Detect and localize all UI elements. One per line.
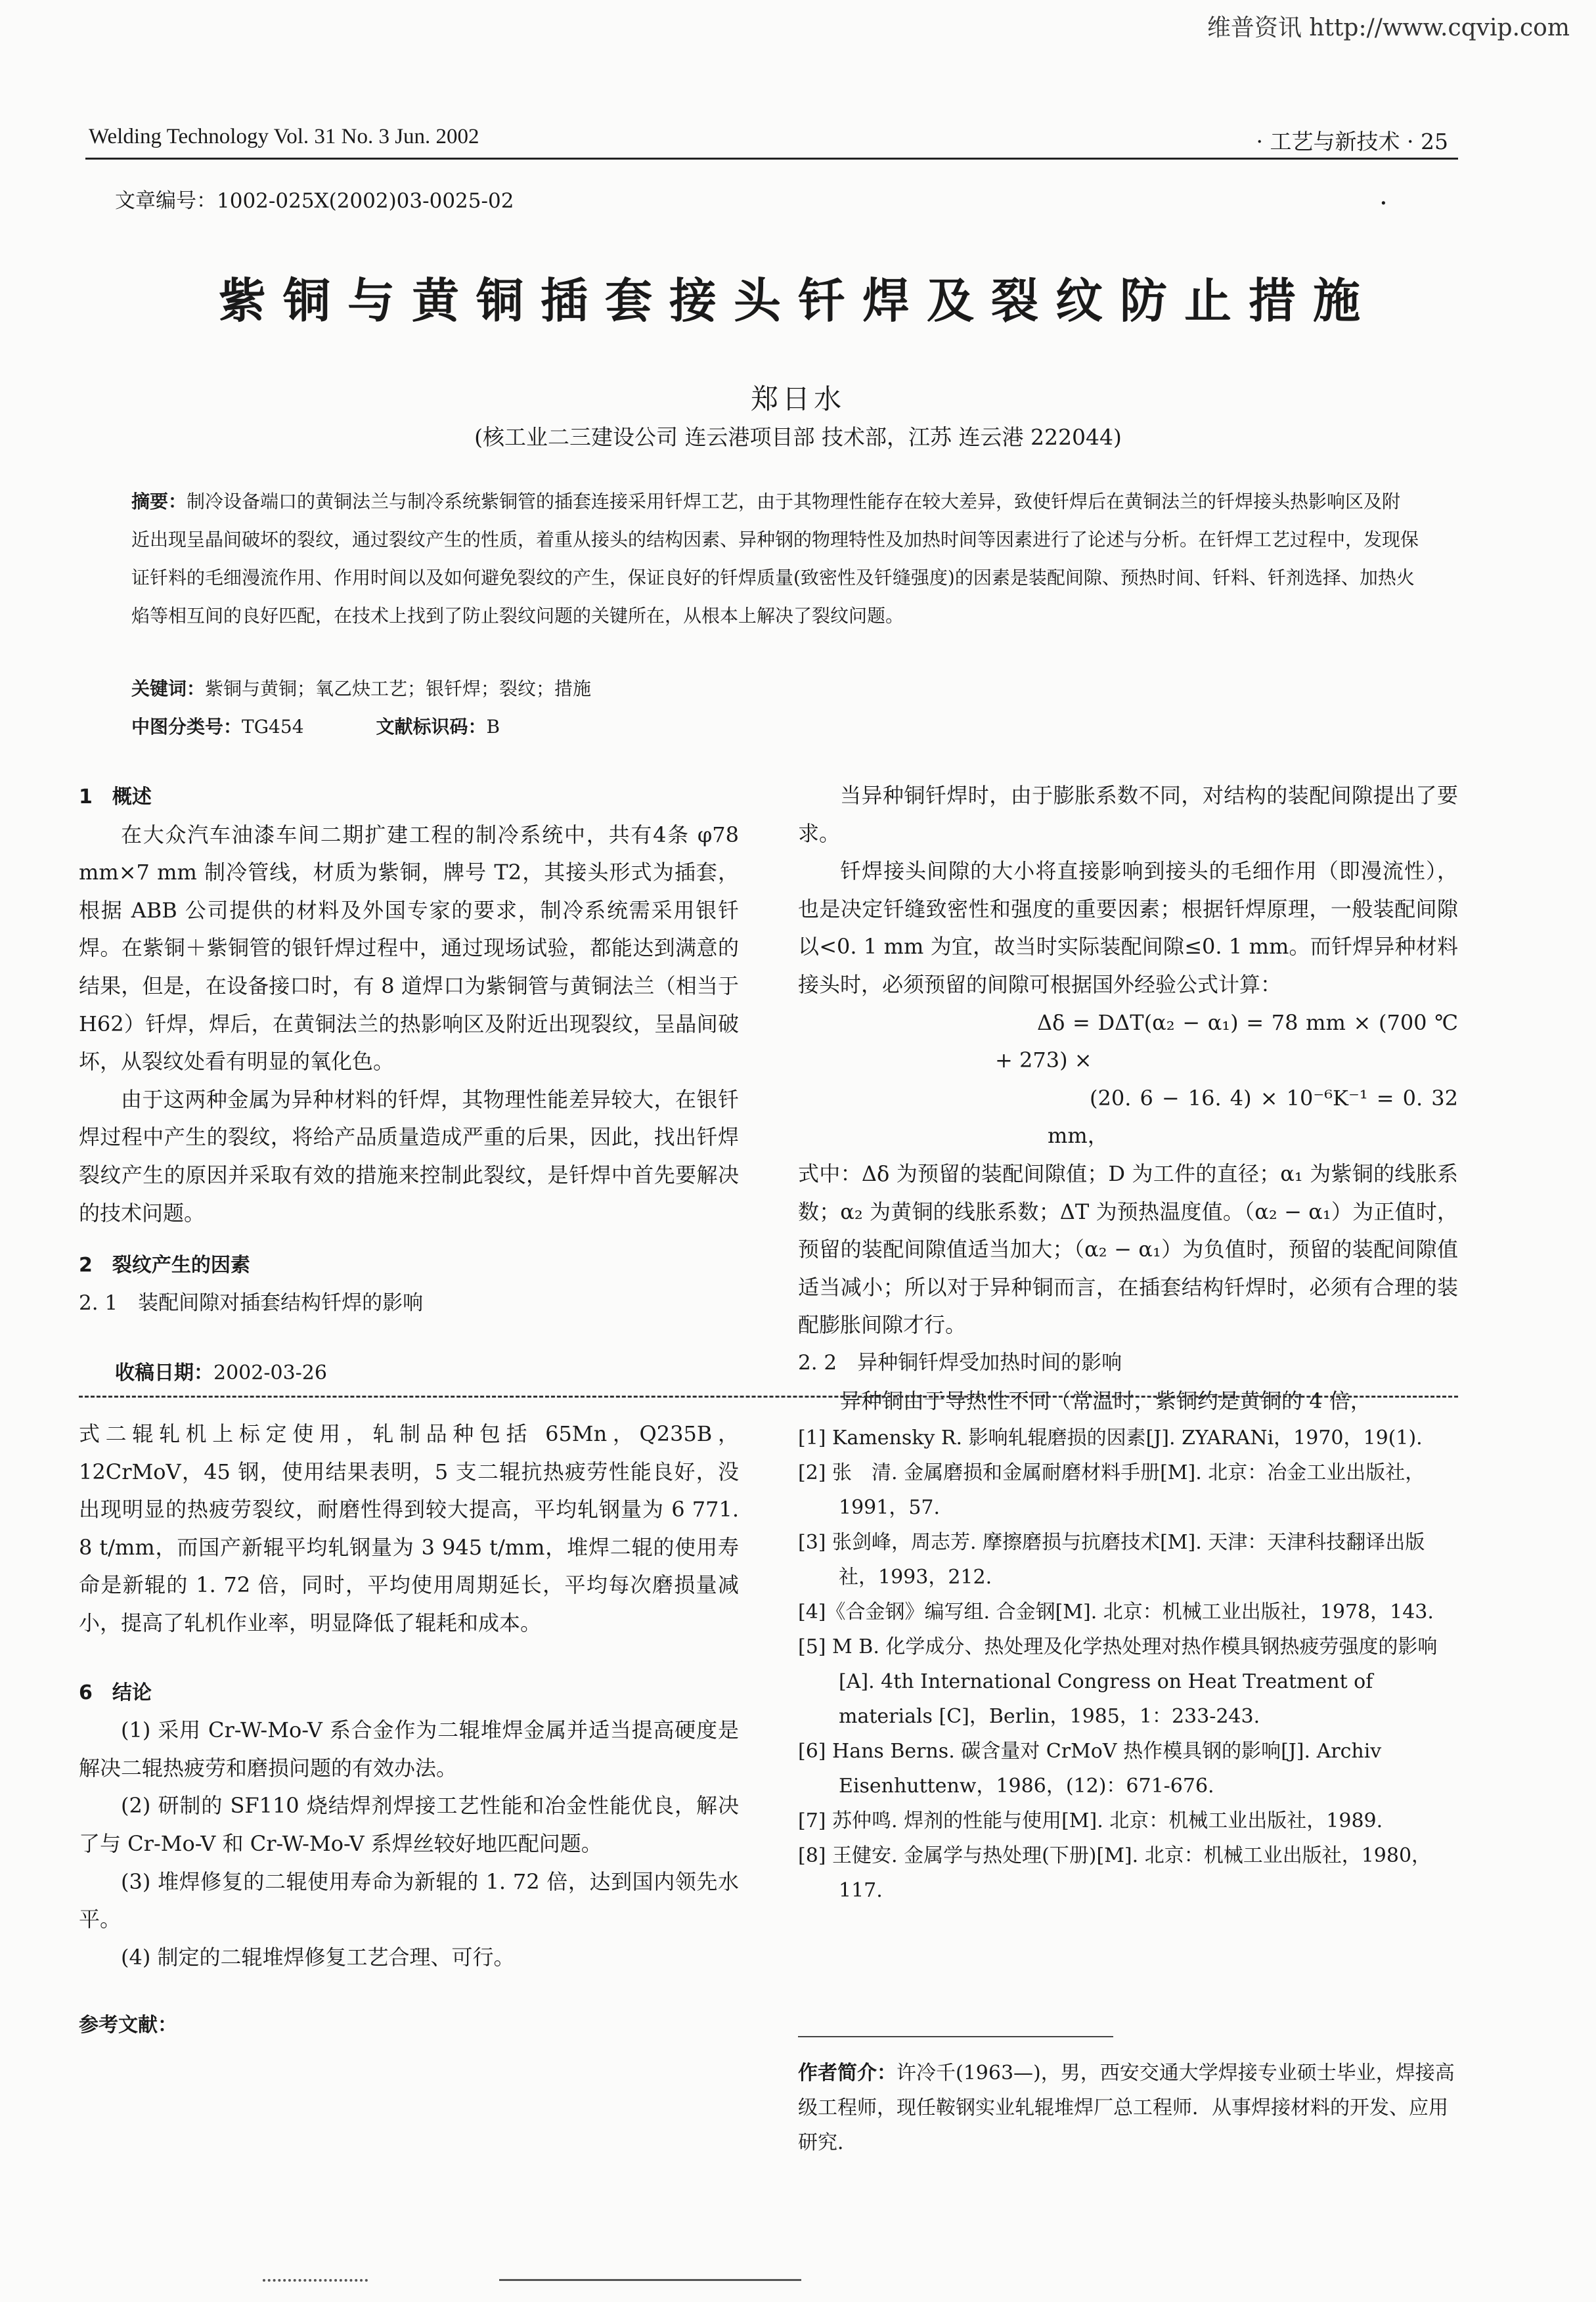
- references-heading: 参考文献：: [79, 2014, 177, 2037]
- journal-header: Welding Technology Vol. 31 No. 3 Jun. 2002: [89, 125, 479, 148]
- conclusion-1: (1) 采用 Cr-W-Mo-V 系合金作为二辊堆焊金属并适当提高硬度是解决二辊热疲劳和磨损问题的有效办法。: [79, 1717, 739, 1781]
- reference-item: [3] 张剑峰，周志芳. 摩擦磨损与抗磨技术[M]. 天津：天津科技翻译出版社，1993，212.: [798, 1531, 1425, 1589]
- footer-dots: [263, 2279, 368, 2282]
- right-para-2: 钎焊接头间隙的大小将直接影响到接头的毛细作用（即漫流性），也是决定钎缝致密性和强度的重要因素；根据钎焊原理，一般装配间隙以<0. 1 mm 为宜，故当时实际装配间隙≤0. 1 mm。而钎焊异种材料接头时，必须预留的间隙可根据国外经验公式计算：: [798, 858, 1458, 997]
- class-value: TG454: [242, 716, 304, 738]
- section-2-2-heading: 2. 2 异种铜钎焊受加热时间的影响: [798, 1350, 1122, 1375]
- conclusion-2: (2) 研制的 SF110 烧结焊剂焊接工艺性能和冶金性能优良，解决了与 Cr-Mo-V 和 Cr-W-Mo-V 系焊丝较好地匹配问题。: [79, 1793, 739, 1856]
- right-para-4: 异种铜由于导热性不同（常温时，紫铜约是黄铜的 4 倍，: [840, 1388, 1371, 1413]
- section-2-heading: 2 裂纹产生的因素: [79, 1254, 250, 1277]
- classification: [131, 713, 500, 739]
- right-column-upper: [798, 777, 1458, 1420]
- formula-line-1: Δδ = DΔT(α₂ − α₁) = 78 mm × (700 ℃ + 273) ×: [995, 1009, 1458, 1073]
- reference-item: [1] Kamensky R. 影响轧辊磨损的因素[J]. ZYARANi，1970，19(1).: [798, 1427, 1423, 1450]
- doc-code-label: 文献标识码：: [376, 716, 487, 738]
- abstract-text: 制冷设备端口的黄铜法兰与制冷系统紫铜管的插套连接采用钎焊工艺，由于其物理性能存在较大差异，致使钎焊后在黄铜法兰的钎焊接头热影响区及附近出现呈晶间破坏的裂纹，通过裂纹产生的性质，着重从接头的结构因素、异种钢的物理特性及加热时间等因素进行了论述与分析。在钎焊工艺过程中，发现保证钎料的毛细漫流作用、作用时间以及如何避免裂纹的产生，保证良好的钎焊质量(致密性及钎缝强度)的因素是装配间隙、预热时间、钎料、钎剂选择、加热火焰等相互间的良好匹配，在技术上找到了防止裂纹问题的关键所在，从根本上解决了裂纹问题。: [131, 491, 1419, 627]
- keywords-label: 关键词：: [131, 678, 206, 699]
- class-label: 中图分类号：: [131, 716, 242, 738]
- bio-rule: [798, 2036, 1113, 2037]
- author-bio-label: 作者简介：: [798, 2062, 897, 2085]
- reference-item: [8] 王健安. 金属学与热处理(下册)[M]. 北京：机械工业出版社，1980，117.: [798, 1844, 1432, 1902]
- section-1-para-1: 在大众汽车油漆车间二期扩建工程的制冷系统中，共有4条 φ78 mm×7 mm 制冷管线，材质为紫铜，牌号 T2，其接头形式为插套，根据 ABB 公司提供的材料及外国专家的要求，制冷系统需采用银钎焊。在紫铜＋紫铜管的银钎焊过程中，通过现场试验，都能达到满意的结果，但是，在设备接口时，有 8 道焊口为紫铜管与黄铜法兰（相当于 H62）钎焊，焊后，在黄铜法兰的热影响区及附近出现裂纹，呈晶间破坏，从裂纹处看有明显的氧化色。: [79, 822, 739, 1074]
- page-divider: [79, 1396, 1458, 1398]
- reference-item: [5] M B. 化学成分、热处理及化学热处理对热作模具钢热疲劳强度的影响[A]. 4th International Congress on Heat Treatment of materials [C]，Berlin，1985，1：233-243.: [798, 1635, 1438, 1728]
- left-column-lower: [79, 1415, 739, 2045]
- received-value: 2002-03-26: [213, 1361, 327, 1384]
- section-2-1-heading: 2. 1 装配间隙对插套结构钎焊的影响: [79, 1291, 424, 1315]
- formula-line-2: (20. 6 − 16. 4) × 10⁻⁶K⁻¹ = 0. 32 mm，: [1048, 1085, 1458, 1149]
- section-6-heading: 6 结论: [79, 1681, 152, 1704]
- article-number: 文章编号：1002-025X(2002)03-0025-02: [115, 189, 514, 213]
- footer-rule: [499, 2279, 801, 2281]
- section-header: · 工艺与新技术 · 25: [1256, 129, 1448, 154]
- right-para-1: 当异种铜钎焊时，由于膨胀系数不同，对结构的装配间隙提出了要求。: [798, 783, 1458, 846]
- right-para-3: 式中：Δδ 为预留的装配间隙值；D 为工件的直径；α₁ 为紫铜的线胀系数；α₂ 为黄铜的线胀系数；ΔT 为预热温度值。（α₂ − α₁）为正值时，预留的装配间隙值适当加大；（α₂ − α₁）为负值时，预留的装配间隙值适当减小；所以对于异种铜而言，在插套结构钎焊时，必须有合理的装配膨胀间隙才行。: [798, 1161, 1458, 1338]
- paper-title: 紫铜与黄铜插套接头钎焊及裂纹防止措施: [218, 273, 1377, 328]
- watermark: 维普资讯 http://www.cqvip.com: [1207, 14, 1570, 41]
- reference-item: [6] Hans Berns. 碳含量对 CrMoV 热作模具钢的影响[J]. Archiv Eisenhuttenw，1986，(12)：671-676.: [798, 1740, 1382, 1798]
- conclusion-4: (4) 制定的二辊堆焊修复工艺合理、可行。: [121, 1944, 515, 1970]
- author-bio: [798, 2056, 1458, 2160]
- section-1-para-2: 由于这两种金属为异种材料的钎焊，其物理性能差异较大，在银钎焊过程中产生的裂纹，将给产品质量造成严重的后果，因此，找出钎焊裂纹产生的原因并采取有效的措施来控制此裂纹，是钎焊中首先要解决的技术问题。: [79, 1086, 739, 1226]
- reference-item: [4]《合金钢》编写组. 合金钢[M]. 北京：机械工业出版社，1978，143.: [798, 1601, 1434, 1624]
- conclusion-3: (3) 堆焊修复的二辊使用寿命为新辊的 1. 72 倍，达到国内领先水平。: [79, 1869, 739, 1932]
- keywords: [131, 675, 591, 701]
- abstract: [131, 483, 1419, 635]
- doc-code-value: B: [486, 716, 500, 738]
- author-bio-text: 许冷千(1963—)，男，西安交通大学焊接专业硕士毕业，焊接高级工程师，现任鞍钢实业轧辊堆焊厂总工程师．从事焊接材料的开发、应用研究．: [798, 2062, 1455, 2154]
- reference-item: [2] 张 清. 金属磨损和金属耐磨材料手册[M]. 北京：冶金工业出版社，1991，57.: [798, 1461, 1425, 1519]
- received-label: 收稿日期：: [115, 1361, 213, 1384]
- keywords-text: 紫铜与黄铜；氧乙炔工艺；银钎焊；裂纹；措施: [205, 678, 592, 699]
- mark-dot: .: [1379, 181, 1388, 211]
- author: 郑日水: [750, 383, 845, 415]
- received-date: [115, 1356, 327, 1385]
- header-rule: [85, 158, 1458, 160]
- affiliation: (核工业二三建设公司 连云港项目部 技术部，江苏 连云港 222044): [474, 424, 1122, 450]
- reference-list: [798, 1421, 1458, 1908]
- abstract-label: 摘要：: [131, 491, 187, 512]
- reference-item: [7] 苏仲鸣. 焊剂的性能与使用[M]. 北京：机械工业出版社，1989.: [798, 1809, 1383, 1832]
- section-1-heading: 1 概述: [79, 786, 152, 808]
- lower-para-1: 式二辊轧机上标定使用，轧制品种包括 65Mn，Q235B，12CrMoV，45 钢，使用结果表明，5 支二辊抗热疲劳性能良好，没出现明显的热疲劳裂纹，耐磨性得到较大提高，平均轧钢量为 6 771. 8 t/mm，而国产新辊平均轧钢量为 3 945 t/mm，堆焊二辊的使用寿命是新辊的 1. 72 倍，同时，平均使用周期延长，平均每次磨损量减小，提高了轧机作业率，明显降低了辊耗和成本。: [79, 1421, 739, 1635]
- left-column-upper: [79, 778, 739, 1322]
